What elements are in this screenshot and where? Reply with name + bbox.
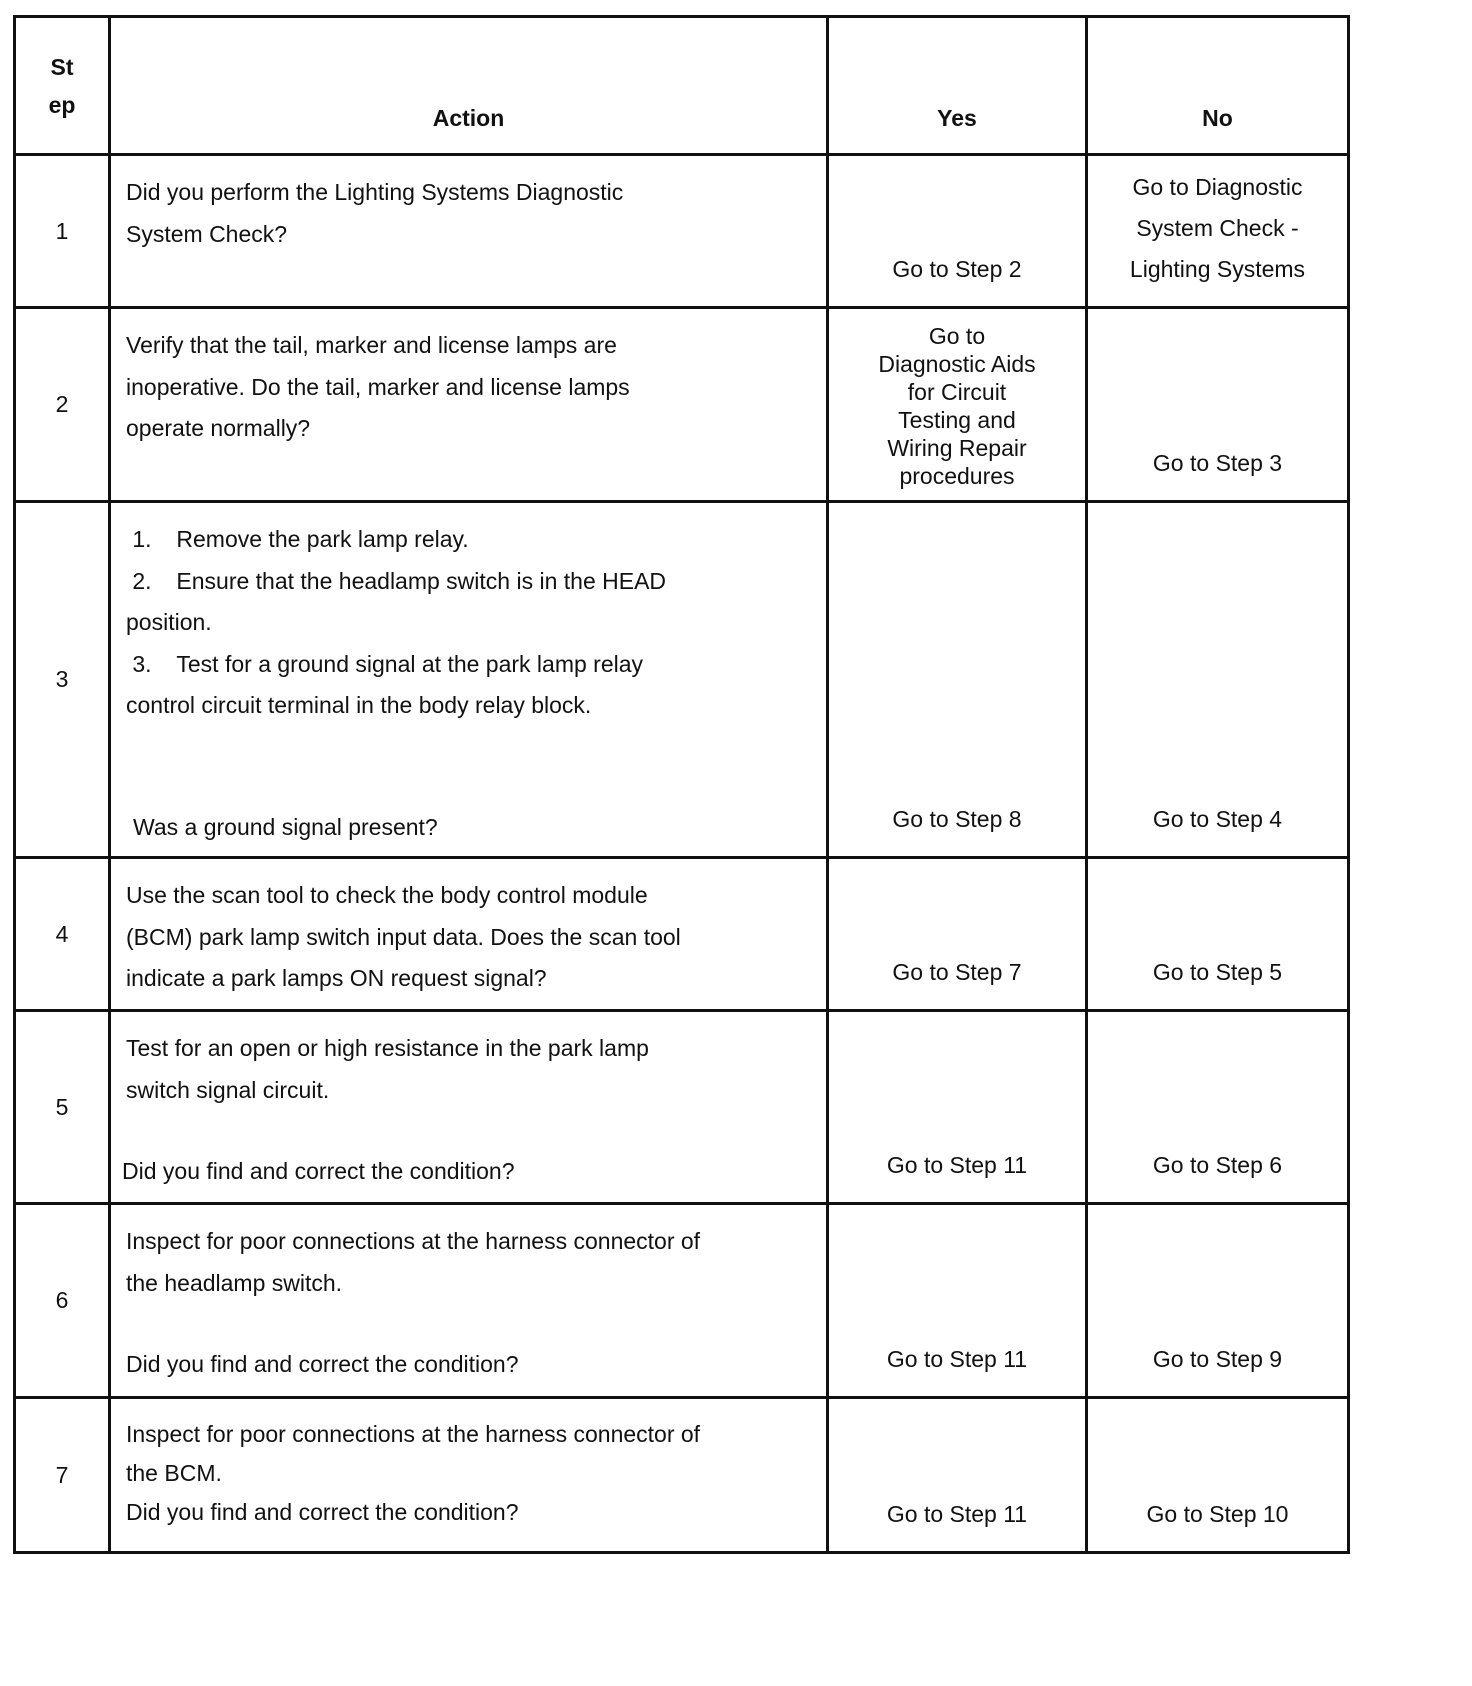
item-text: Remove the park lamp relay.: [176, 526, 469, 552]
table-row: [15, 155, 1349, 308]
yes-cell: Go to Step 7: [828, 858, 1087, 1011]
yes-line: Wiring Repair: [887, 435, 1027, 461]
step-number: 6: [15, 1204, 110, 1398]
action-line: (BCM) park lamp switch input data. Does the scan tool: [126, 923, 681, 950]
action-line: Did you find and correct the condition?: [126, 1499, 519, 1525]
table-row: [15, 1398, 1349, 1553]
spacer: [126, 1304, 810, 1344]
no-cell: Go to Step 10: [1087, 1398, 1349, 1553]
header-step-part2: ep: [48, 91, 76, 118]
table-row: [15, 308, 1349, 502]
item-number: 1.: [132, 526, 152, 552]
action-cell: [110, 308, 828, 502]
yes-cell: Go to Step 8: [828, 502, 1087, 858]
action-line: Did you perform the Lighting Systems Diagnostic: [126, 179, 624, 205]
table-row: [15, 502, 1349, 858]
action-line: System Check?: [126, 220, 288, 247]
action-line: inoperative. Do the tail, marker and license lamps: [126, 373, 630, 400]
no-line: System Check -: [1136, 215, 1299, 241]
action-line: the BCM.: [126, 1460, 222, 1486]
yes-cell: Go to Step 11: [828, 1398, 1087, 1553]
action-cell: [110, 502, 828, 858]
no-cell: Go to Step 9: [1087, 1204, 1349, 1398]
numbered-item: [126, 561, 810, 603]
step-number: 5: [15, 1011, 110, 1204]
action-line: Inspect for poor connections at the harness connector of: [126, 1228, 701, 1254]
action-line: operate normally?: [126, 415, 311, 441]
no-cell: Go to Step 5: [1087, 858, 1349, 1011]
no-cell: Go to Step 6: [1087, 1011, 1349, 1204]
action-line: Verify that the tail, marker and license lamps are: [126, 332, 617, 358]
item-number: 3.: [132, 650, 152, 677]
step-number: 4: [15, 858, 110, 1011]
action-cell: [110, 1398, 828, 1553]
table-row: [15, 858, 1349, 1011]
spacer: [126, 727, 810, 807]
item-continuation: control circuit terminal in the body relay block.: [126, 692, 592, 718]
yes-line: for Circuit: [907, 379, 1007, 405]
item-text: Test for a ground signal at the park lamp relay: [176, 650, 644, 677]
header-yes: Yes: [828, 17, 1087, 155]
item-continuation: position.: [126, 609, 212, 635]
header-row: [15, 17, 1349, 155]
table-row: [15, 1011, 1349, 1204]
yes-line: Testing and: [898, 407, 1016, 433]
action-line: Inspect for poor connections at the harness connector of: [126, 1421, 701, 1447]
action-cell: [110, 155, 828, 308]
yes-cell: Go to Step 11: [828, 1011, 1087, 1204]
step-number: 1: [15, 155, 110, 308]
header-no: No: [1087, 17, 1349, 155]
action-line: the headlamp switch.: [126, 1269, 343, 1296]
step-number: 2: [15, 308, 110, 502]
numbered-item: [126, 519, 810, 561]
numbered-item: [126, 644, 810, 686]
yes-line: procedures: [899, 463, 1015, 489]
step-number: 7: [15, 1398, 110, 1553]
table-row: [15, 1204, 1349, 1398]
action-line: indicate a park lamps ON request signal?: [126, 965, 547, 991]
action-line: Use the scan tool to check the body control module: [126, 882, 648, 908]
question: Was a ground signal present?: [133, 813, 438, 840]
item-number: 2.: [132, 567, 152, 594]
yes-line: Go to: [928, 323, 986, 349]
yes-cell: Go to Step 11: [828, 1204, 1087, 1398]
item-text: Ensure that the headlamp switch is in the HEAD: [176, 567, 667, 594]
action-cell: [110, 858, 828, 1011]
question: Did you find and correct the condition?: [122, 1158, 515, 1184]
action-line: switch signal circuit.: [126, 1076, 330, 1103]
yes-line: Diagnostic Aids: [878, 351, 1036, 377]
diagnostic-table: [13, 15, 1350, 1554]
step-number: 3: [15, 502, 110, 858]
header-step: [15, 17, 110, 155]
no-line: Lighting Systems: [1129, 256, 1306, 282]
spacer: [126, 1111, 810, 1151]
yes-cell: [828, 308, 1087, 502]
question: Did you find and correct the condition?: [126, 1351, 519, 1377]
action-cell: [110, 1204, 828, 1398]
action-cell: [110, 1011, 828, 1204]
header-action: Action: [110, 17, 828, 155]
no-cell: [1087, 155, 1349, 308]
no-cell: Go to Step 3: [1087, 308, 1349, 502]
no-cell: Go to Step 4: [1087, 502, 1349, 858]
action-line: Test for an open or high resistance in the park lamp: [126, 1035, 649, 1061]
yes-cell: Go to Step 2: [828, 155, 1087, 308]
no-line: Go to Diagnostic: [1132, 174, 1303, 200]
header-step-part1: St: [50, 53, 74, 80]
